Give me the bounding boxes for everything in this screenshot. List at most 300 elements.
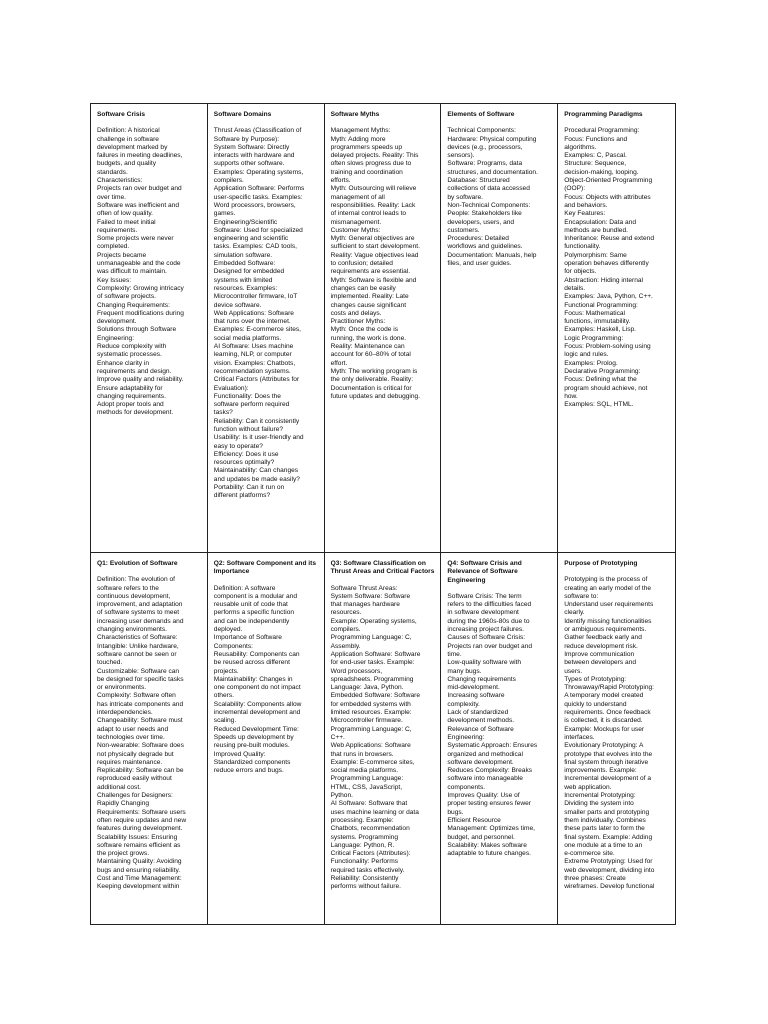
cell-heading: Q1: Evolution of Software bbox=[97, 560, 178, 567]
text-line: delayed projects. Reality: This bbox=[330, 152, 419, 160]
table-cell bbox=[558, 104, 675, 553]
text-line: is collected, it is discarded. bbox=[564, 717, 643, 725]
text-line: and updates be made easily? bbox=[213, 475, 300, 483]
text-line: often slows progress due to bbox=[330, 160, 412, 168]
text-line: unmanageable and the code bbox=[97, 260, 181, 268]
text-line: adaptable to future changes. bbox=[447, 850, 531, 858]
text-line: Increasing software bbox=[447, 692, 505, 700]
text-line: organized and methodical bbox=[447, 750, 523, 758]
text-line: Engineering: bbox=[97, 334, 135, 342]
text-line: Critical Factors (Attributes for bbox=[213, 376, 300, 384]
text-line: Language: Java, Python. bbox=[330, 684, 404, 692]
text-line: failures in meeting deadlines, bbox=[97, 152, 183, 160]
text-line: bugs and ensuring reliability. bbox=[97, 866, 181, 874]
text-line: smaller parts and prototyping bbox=[564, 808, 650, 816]
text-line: user-specific tasks. Examples: bbox=[213, 193, 303, 201]
text-line: systems with limited bbox=[213, 276, 273, 284]
text-line: Types of Prototyping: bbox=[564, 675, 627, 683]
text-line: or environments. bbox=[97, 684, 147, 692]
text-line: between developers and bbox=[564, 659, 637, 667]
text-line: Software Thrust Areas: bbox=[330, 584, 398, 592]
text-line: performs a specific function bbox=[213, 609, 295, 617]
text-line: (OOP): bbox=[564, 185, 586, 193]
text-line: of internal control leads to bbox=[330, 210, 407, 218]
text-line: Non-wearable: Software does bbox=[97, 742, 184, 750]
text-line: Key Issues: bbox=[97, 276, 132, 284]
text-line: features during development. bbox=[97, 825, 183, 833]
text-line: systematic processes. bbox=[97, 351, 162, 359]
text-line: vision. Examples: Chatbots, bbox=[213, 359, 296, 367]
text-line: Keeping development within bbox=[97, 883, 180, 891]
text-line: touched. bbox=[97, 659, 123, 667]
text-line: recommendation systems. bbox=[213, 367, 291, 375]
text-line: Scalability: Components allow bbox=[213, 700, 302, 708]
text-line: Portability: Can it run on bbox=[213, 484, 285, 492]
text-line: Myth: Software is flexible and bbox=[330, 276, 417, 284]
text-line: Documentation: Manuals, help bbox=[447, 251, 537, 259]
text-line: Key Features: bbox=[564, 210, 606, 218]
text-line: games. bbox=[213, 210, 236, 218]
text-line: wireframes. Develop functional bbox=[564, 883, 655, 891]
text-line: completed. bbox=[97, 243, 130, 251]
cell-body bbox=[214, 127, 319, 500]
text-line: Causes of Software Crisis: bbox=[447, 634, 526, 642]
text-line: software cannot be seen or bbox=[97, 650, 177, 658]
text-line: effort. bbox=[330, 359, 348, 367]
text-line: easy to operate? bbox=[213, 442, 263, 450]
text-line: responsibilities. Reality: Lack bbox=[330, 201, 416, 209]
text-line: of software projects. bbox=[97, 293, 157, 301]
text-line: prototype that evolves into the bbox=[564, 750, 653, 758]
text-line: challenge in software bbox=[97, 135, 159, 143]
text-line: tasks? bbox=[213, 409, 233, 417]
text-line: Designed for embedded bbox=[213, 268, 285, 276]
text-line: account for 60–80% of total bbox=[330, 351, 411, 359]
text-line: Changing Requirements: bbox=[97, 301, 170, 309]
text-line: Projects ran over budget and bbox=[97, 185, 182, 193]
text-line: reusable unit of code that bbox=[213, 601, 288, 609]
cell-heading: Software Crisis bbox=[97, 111, 146, 118]
text-line: increasing project failures. bbox=[447, 626, 524, 634]
text-line: Examples: SQL, HTML. bbox=[564, 401, 634, 409]
text-line: how. bbox=[564, 392, 578, 400]
text-line: methods are bundled. bbox=[564, 226, 628, 234]
text-line: future updates and debugging. bbox=[330, 392, 421, 400]
text-line: function without failure? bbox=[213, 425, 284, 433]
text-line: that runs over the internet. bbox=[213, 318, 291, 326]
text-line: improvement, and adaptation bbox=[97, 601, 183, 609]
cell-body bbox=[97, 127, 202, 417]
text-line: Prototyping is the process of bbox=[564, 576, 648, 584]
text-line: Frequent modifications during bbox=[97, 309, 184, 317]
text-line: requirements. bbox=[97, 226, 138, 234]
text-line: decision-making, looping. bbox=[564, 168, 639, 176]
text-line: deployed. bbox=[213, 626, 243, 634]
text-line: reduce development risk. bbox=[564, 642, 638, 650]
text-line: users. bbox=[564, 667, 583, 675]
text-line: customers. bbox=[447, 226, 480, 234]
text-line: Software was inefficient and bbox=[97, 201, 179, 209]
text-line: tasks. Examples: CAD tools, bbox=[213, 243, 297, 251]
text-line: operation behaves differently bbox=[564, 260, 649, 268]
text-line: Speeds up development by bbox=[213, 733, 294, 741]
text-line: Solutions through Software bbox=[97, 326, 177, 334]
text-line: Examples: Operating systems, bbox=[213, 168, 304, 176]
text-line: Reduce complexity with bbox=[97, 343, 167, 351]
text-line: Failed to meet initial bbox=[97, 218, 156, 226]
text-line: training and coordination bbox=[330, 168, 403, 176]
text-line: Maintaining Quality: Avoiding bbox=[97, 858, 182, 866]
text-line: three phases: Create bbox=[564, 874, 626, 882]
text-line: one module at a time to an bbox=[564, 841, 643, 849]
text-line: Functionality: Performs bbox=[330, 858, 399, 866]
text-line: creating an early model of the bbox=[564, 584, 652, 592]
cell-body bbox=[331, 127, 436, 401]
text-line: Systematic Approach: Ensures bbox=[447, 742, 538, 750]
text-line: People: Stakeholders like bbox=[447, 210, 522, 218]
text-line: Scalability: Makes software bbox=[447, 841, 527, 849]
text-line: Example: E-commerce sites, bbox=[330, 758, 415, 766]
text-line: Customer Myths: bbox=[330, 226, 381, 234]
text-line: Thrust Areas (Classification of bbox=[213, 127, 302, 135]
text-line: Assembly. bbox=[330, 642, 361, 650]
text-line: Software: Programs, data bbox=[447, 160, 523, 168]
text-line: Functionality: Does the bbox=[213, 392, 281, 400]
text-line: Extreme Prototyping: Used for bbox=[564, 858, 653, 866]
text-line: requirements. Once feedback bbox=[564, 709, 651, 717]
text-line: during the 1960s-80s due to bbox=[447, 617, 530, 625]
text-line: or ambiguous requirements. bbox=[564, 626, 647, 634]
text-line: of software systems to meet bbox=[97, 609, 180, 617]
text-line: mismanagement. bbox=[330, 218, 382, 226]
text-line: Structure: Sequence, bbox=[564, 160, 627, 168]
text-line: these parts later to form the bbox=[564, 825, 645, 833]
text-line: Focus: Functions and bbox=[564, 135, 628, 143]
text-line: increasing user demands and bbox=[97, 617, 184, 625]
text-line: Intangible: Unlike hardware, bbox=[97, 642, 179, 650]
text-line: requires maintenance. bbox=[97, 758, 163, 766]
text-line: Reliability: Consistently bbox=[330, 874, 399, 882]
text-line: by software. bbox=[447, 193, 483, 201]
text-line: Definition: A software bbox=[213, 584, 276, 592]
text-line: Usability: Is it user-friendly and bbox=[213, 434, 304, 442]
text-line: Projects became bbox=[97, 251, 147, 259]
text-line: algorithms. bbox=[564, 143, 597, 151]
cell-heading: Programming Paradigms bbox=[564, 111, 643, 118]
text-line: Myth: General objectives are bbox=[330, 235, 415, 243]
text-line: requirements are essential. bbox=[330, 268, 411, 276]
text-line: final system. Example: Adding bbox=[564, 833, 653, 841]
text-line: Microcontroller firmware. bbox=[330, 717, 403, 725]
text-line: software development. bbox=[447, 758, 514, 766]
text-line: interdependencies. bbox=[97, 709, 153, 717]
text-line: logic and rules. bbox=[564, 351, 609, 359]
text-line: one component do not impact bbox=[213, 684, 301, 692]
text-line: AI Software: Uses machine bbox=[213, 343, 294, 351]
text-line: development methods. bbox=[447, 717, 515, 725]
text-line: Python. bbox=[330, 792, 353, 800]
text-line: Examples: Prolog. bbox=[564, 359, 618, 367]
text-line: Evolutionary Prototyping: A bbox=[564, 742, 644, 750]
text-line: Some projects were never bbox=[97, 235, 174, 243]
table-cell bbox=[441, 553, 558, 924]
text-line: program should achieve, not bbox=[564, 384, 648, 392]
text-line: Non-Technical Components: bbox=[447, 201, 531, 209]
text-line: files, and user guides. bbox=[447, 260, 512, 268]
text-line: many bugs. bbox=[447, 667, 482, 675]
text-line: Myth: Once the code is bbox=[330, 326, 399, 334]
text-line: workflows and guidelines. bbox=[447, 243, 523, 251]
text-line: Myth: Adding more bbox=[330, 135, 386, 143]
text-line: Focus: Objects with attributes bbox=[564, 193, 651, 201]
text-line: Importance of Software bbox=[213, 634, 282, 642]
cell-body bbox=[564, 127, 670, 409]
text-line: Examples: Java, Python, C++. bbox=[564, 293, 653, 301]
cell-body bbox=[97, 576, 202, 891]
text-line: quickly to understand bbox=[564, 700, 627, 708]
text-line: Efficiency: Does it use bbox=[213, 450, 279, 458]
table-cell bbox=[208, 104, 325, 553]
text-line: the project grows. bbox=[97, 850, 150, 858]
text-line: Logic Programming: bbox=[564, 334, 624, 342]
text-line: Reusability: Components can bbox=[213, 650, 300, 658]
text-line: sufficient to start development. bbox=[330, 243, 420, 251]
text-line: Database: Structured bbox=[447, 177, 510, 185]
text-line: and behaviors. bbox=[564, 201, 608, 209]
text-line: resources. Examples: bbox=[213, 284, 278, 292]
text-line: Word processors, bbox=[330, 667, 383, 675]
text-line: Abstraction: Hiding internal bbox=[564, 276, 643, 284]
text-line: that runs in browsers. bbox=[330, 750, 394, 758]
text-line: requirements and design. bbox=[97, 367, 172, 375]
table-cell bbox=[91, 553, 208, 924]
text-line: often of low quality. bbox=[97, 210, 153, 218]
text-line: HTML, CSS, JavaScript, bbox=[330, 783, 403, 791]
text-line: Software by Purpose): bbox=[213, 135, 280, 143]
cell-body bbox=[564, 576, 670, 891]
text-line: web application. bbox=[564, 783, 612, 791]
text-line: Relevance of Software bbox=[447, 725, 514, 733]
text-line: Chatbots, recommendation bbox=[330, 825, 410, 833]
text-line: Embedded Software: bbox=[213, 260, 276, 268]
text-line: Standardized components bbox=[213, 758, 291, 766]
text-line: Embedded Software: Software bbox=[330, 692, 421, 700]
text-line: proper testing ensures fewer bbox=[447, 800, 531, 808]
text-line: Encapsulation: Data and bbox=[564, 218, 637, 226]
text-line: Application Software: Performs bbox=[213, 185, 305, 193]
text-line: Documentation is critical for bbox=[330, 384, 412, 392]
text-line: Gather feedback early and bbox=[564, 634, 642, 642]
text-line: Reality: Maintenance can bbox=[330, 343, 405, 351]
text-line: improvements. Example: bbox=[564, 767, 637, 775]
text-line: them individually. Combines bbox=[564, 816, 646, 824]
text-line: running, the work is done. bbox=[330, 334, 407, 342]
text-line: Management: Optimizes time, bbox=[447, 825, 535, 833]
text-line: Web Applications: Software bbox=[213, 309, 294, 317]
text-line: performs without failure. bbox=[330, 883, 401, 891]
text-line: Declarative Programming: bbox=[564, 367, 641, 375]
text-line: Projects ran over budget and bbox=[447, 642, 533, 650]
text-line: complexity. bbox=[447, 700, 480, 708]
table-cell bbox=[558, 553, 675, 924]
text-line: Incremental Prototyping: bbox=[564, 792, 636, 800]
cell-body bbox=[214, 585, 319, 776]
text-line: spreadsheets. Programming bbox=[330, 675, 414, 683]
text-line: learning, NLP, or computer bbox=[213, 351, 292, 359]
text-line: incremental development and bbox=[213, 709, 301, 717]
text-line: resources. bbox=[330, 609, 362, 617]
text-line: social media platforms. bbox=[213, 334, 282, 342]
text-line: software to: bbox=[564, 592, 599, 600]
text-line: simulation software. bbox=[213, 251, 273, 259]
text-line: required tasks effectively. bbox=[330, 866, 405, 874]
cell-body bbox=[331, 585, 436, 892]
text-line: software into manageable bbox=[447, 775, 523, 783]
text-line: Dividing the system into bbox=[564, 800, 634, 808]
text-line: budget, and personnel. bbox=[447, 833, 515, 841]
text-line: Technical Components: bbox=[447, 127, 516, 135]
text-line: Procedural Programming: bbox=[564, 127, 640, 135]
text-line: structures, and documentation. bbox=[447, 168, 538, 176]
text-line: software remains efficient as bbox=[97, 841, 181, 849]
text-line: Application Software: Software bbox=[330, 650, 421, 658]
text-line: Improved Quality: bbox=[213, 750, 266, 758]
text-line: others. bbox=[213, 692, 234, 700]
notes-table bbox=[90, 103, 676, 925]
text-line: devices (e.g., processors, bbox=[447, 143, 523, 151]
text-line: collections of data accessed bbox=[447, 185, 530, 193]
text-line: Definition: The evolution of bbox=[97, 576, 175, 584]
text-line: Examples: C, Pascal. bbox=[564, 152, 627, 160]
text-line: development marked by bbox=[97, 143, 168, 151]
cell-heading: Q2: Software Component and its Importance bbox=[213, 560, 317, 576]
text-line: Microcontroller firmware, IoT bbox=[213, 293, 298, 301]
table-cell bbox=[91, 104, 208, 553]
text-line: to confusion; detailed bbox=[330, 260, 393, 268]
text-line: software refers to the bbox=[97, 584, 159, 592]
text-line: developers, users, and bbox=[447, 218, 515, 226]
text-line: Polymorphism: Same bbox=[564, 251, 627, 259]
text-line: Example: Operating systems, compilers. bbox=[330, 617, 417, 634]
text-line: Efficient Resource bbox=[447, 816, 501, 824]
text-line: Ensure adaptability for bbox=[97, 384, 163, 392]
text-line: for embedded systems with bbox=[330, 700, 411, 708]
text-line: Reliability: Can it consistently bbox=[213, 417, 300, 425]
text-line: A temporary model created bbox=[564, 692, 644, 700]
text-line: final system through iterative bbox=[564, 758, 649, 766]
text-line: projects. bbox=[213, 667, 239, 675]
text-line: engineering and scientific bbox=[213, 235, 289, 243]
text-line: budgets, and quality bbox=[97, 160, 157, 168]
cell-heading: Q4: Software Crisis and Relevance of Software Engineering bbox=[447, 560, 522, 584]
text-line: Focus: Defining what the bbox=[564, 376, 637, 384]
text-line: Improve quality and reliability. bbox=[97, 376, 184, 384]
text-line: Management Myths: bbox=[330, 127, 391, 135]
text-line: management of all bbox=[330, 193, 385, 201]
text-line: e-commerce site. bbox=[564, 850, 615, 858]
text-line: Characteristics of Software: bbox=[97, 634, 178, 642]
text-line: for end-user tasks. Example: bbox=[330, 659, 415, 667]
text-line: was difficult to maintain. bbox=[97, 268, 167, 276]
text-line: Functional Programming: bbox=[564, 301, 638, 309]
text-line: often require updates and new bbox=[97, 816, 187, 824]
text-line: Reduces Complexity: Breaks bbox=[447, 767, 533, 775]
text-line: supports other software. bbox=[213, 160, 285, 168]
text-line: Programming Language: C, bbox=[330, 634, 412, 642]
text-line: web development, dividing into bbox=[564, 866, 655, 874]
text-line: continuous development, bbox=[97, 592, 171, 600]
text-line: Changing requirements bbox=[447, 675, 516, 683]
text-line: adapt to user needs and bbox=[97, 725, 169, 733]
text-line: Complexity: Software often bbox=[97, 692, 176, 700]
cell-heading: Software Domains bbox=[213, 111, 272, 118]
table-cell bbox=[325, 104, 442, 553]
text-line: Software Crisis: The term bbox=[447, 592, 522, 600]
text-line: Reduced Development Time: bbox=[213, 725, 299, 733]
text-line: bugs. bbox=[447, 808, 464, 816]
text-line: Enhance clarity in bbox=[97, 359, 150, 367]
text-line: methods for development. bbox=[97, 409, 174, 417]
text-line: Adopt proper tools and bbox=[97, 401, 164, 409]
text-line: System Software: Software bbox=[330, 592, 411, 600]
cell-heading: Elements of Software bbox=[447, 111, 515, 118]
text-line: Software: Used for specialized bbox=[213, 226, 303, 234]
text-line: social media platforms. bbox=[330, 767, 399, 775]
text-line: mid-development. bbox=[447, 684, 500, 692]
text-line: Procedures: Detailed bbox=[447, 235, 509, 243]
text-line: Programming Language: C, bbox=[330, 725, 412, 733]
text-line: time. bbox=[447, 650, 462, 658]
text-line: Language: Python, R. bbox=[330, 841, 395, 849]
text-line: Replicability: Software can be bbox=[97, 767, 184, 775]
text-line: Critical Factors (Attributes): bbox=[330, 850, 411, 858]
text-line: and can be independently bbox=[213, 617, 290, 625]
text-line: processing. Example: bbox=[330, 816, 394, 824]
cell-heading: Q3: Software Classification on Thrust Areas and Critical Factors bbox=[330, 560, 435, 576]
text-line: Definition: A historical bbox=[97, 127, 160, 135]
text-line: Complexity: Growing intricacy bbox=[97, 284, 184, 292]
text-line: efforts. bbox=[330, 177, 351, 185]
text-line: functions, immutability. bbox=[564, 318, 631, 326]
text-line: Web Applications: Software bbox=[330, 742, 411, 750]
cell-body bbox=[447, 593, 552, 859]
table-cell bbox=[208, 553, 325, 924]
text-line: Improve communication bbox=[564, 650, 635, 658]
text-line: Evaluation): bbox=[213, 384, 249, 392]
text-line: Hardware: Physical computing bbox=[447, 135, 537, 143]
text-line: Programming Language: bbox=[330, 775, 404, 783]
text-line: component is a modular and bbox=[213, 592, 298, 600]
text-line: reproduced easily without bbox=[97, 775, 172, 783]
text-line: Improves Quality: Use of bbox=[447, 792, 520, 800]
text-line: in software development bbox=[447, 609, 519, 617]
text-line: has intricate components and bbox=[97, 700, 184, 708]
text-line: additional cost. bbox=[97, 783, 141, 791]
text-line: Engineering: bbox=[447, 733, 485, 741]
text-line: programmers speeds up bbox=[330, 143, 403, 151]
text-line: Inheritance: Reuse and extend bbox=[564, 235, 654, 243]
text-line: Understand user requirements bbox=[564, 601, 654, 609]
text-line: components. bbox=[447, 783, 486, 791]
text-line: reusing pre-built modules. bbox=[213, 742, 290, 750]
text-line: that manages hardware bbox=[330, 601, 400, 609]
cell-body bbox=[447, 127, 552, 268]
text-line: for objects. bbox=[564, 268, 597, 276]
text-line: technologies over time. bbox=[97, 733, 165, 741]
text-line: Examples: Haskell, Lisp. bbox=[564, 326, 637, 334]
text-line: Components: bbox=[213, 642, 254, 650]
text-line: Myth: Outsourcing will relieve bbox=[330, 185, 417, 193]
